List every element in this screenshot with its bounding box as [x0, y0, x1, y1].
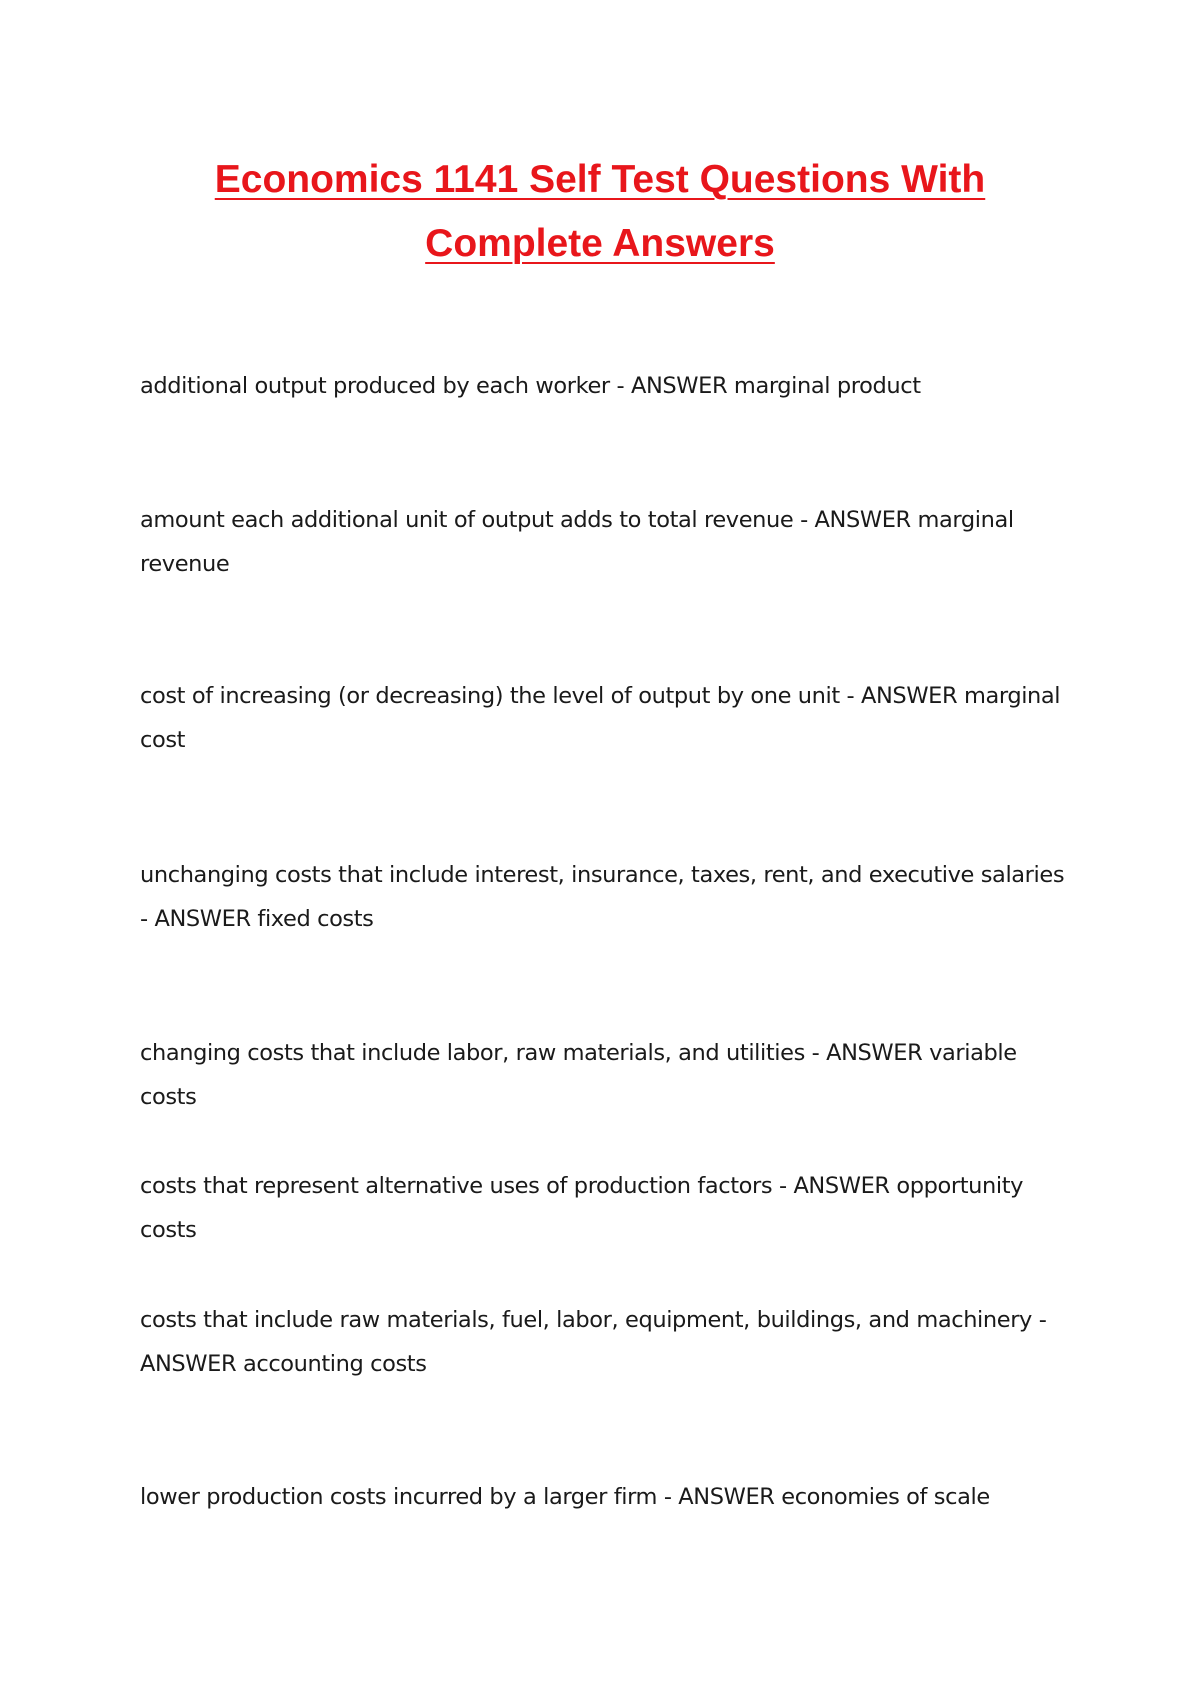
qa-entry-fixed-costs: unchanging costs that include interest, insurance, taxes, rent, and executive salaries - ANSWER fixed costs [140, 862, 1065, 932]
document-title-line-1: Economics 1141 Self Test Questions With [214, 158, 986, 201]
qa-entry-accounting-costs: costs that include raw materials, fuel, labor, equipment, buildings, and machinery - ANSWER accounting costs [140, 1307, 1047, 1377]
qa-entry-marginal-product: additional output produced by each worker - ANSWER marginal product [140, 373, 921, 399]
qa-entry-opportunity-costs: costs that represent alternative uses of production factors - ANSWER opportunity costs [140, 1173, 1024, 1243]
document-title [140, 148, 1060, 276]
qa-entry-marginal-revenue: amount each additional unit of output adds to total revenue - ANSWER marginal revenue [140, 507, 1014, 577]
qa-entry-economies-of-scale: lower production costs incurred by a larger firm - ANSWER economies of scale [140, 1484, 990, 1510]
document-title-line-2: Complete Answers [425, 222, 775, 265]
qa-entry-variable-costs: changing costs that include labor, raw materials, and utilities - ANSWER variable costs [140, 1040, 1017, 1110]
qa-entry-marginal-cost: cost of increasing (or decreasing) the level of output by one unit - ANSWER marginal cost [140, 683, 1061, 753]
